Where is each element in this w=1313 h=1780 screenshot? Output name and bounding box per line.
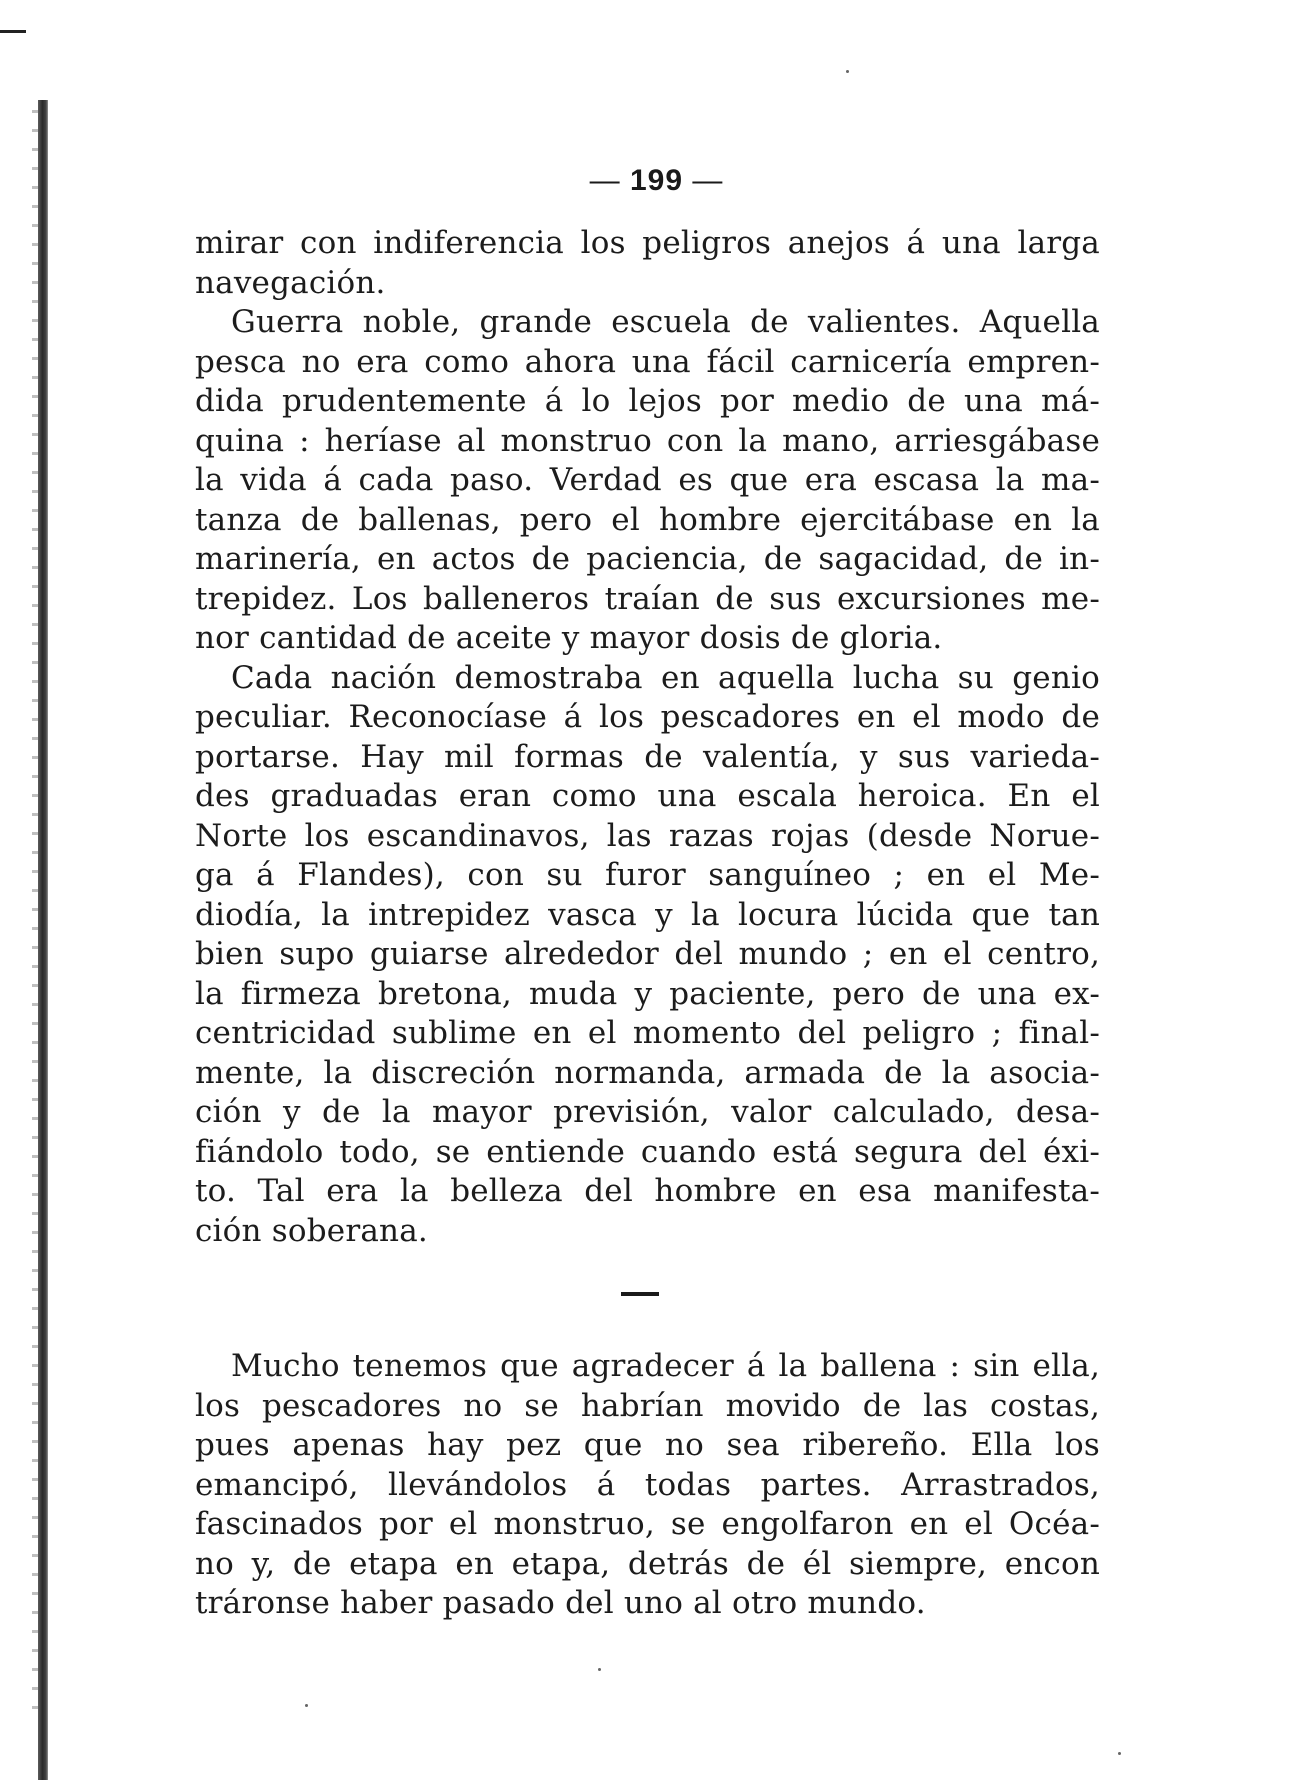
page-number-dash-right: —	[692, 164, 724, 197]
section-break-rule	[621, 1292, 659, 1296]
text-line: ción soberana.	[195, 1212, 428, 1249]
book-gutter	[0, 0, 60, 1780]
text-line: Mucho tenemos que agradecer á la ballena : sin ella,	[231, 1348, 1100, 1384]
text-line: mente, la discreción normanda, armada de la asocia-	[195, 1054, 1100, 1091]
text-line: ción y de la mayor previsión, valor calculado, desa-	[195, 1094, 1100, 1130]
text-line: centricidad sublime en el momento del peligro ; final-	[195, 1015, 1100, 1051]
text-line: diodía, la intrepidez vasca y la locura lúcida que tan	[195, 896, 1100, 933]
scan-speck	[1118, 1752, 1121, 1755]
text-line: portarse. Hay mil formas de valentía, y sus varieda-	[195, 738, 1100, 775]
page-number-dash-left: —	[589, 164, 621, 197]
text-line: quina : heríase al monstruo con la mano, arriesgábase	[195, 422, 1100, 459]
text-line: bien supo guiarse alrededor del mundo ; en el centro,	[195, 936, 1100, 972]
text-line: Cada nación demostraba en aquella lucha su genio	[231, 659, 1100, 696]
binding-texture	[32, 110, 38, 1710]
text-line: Norte los escandinavos, las razas rojas (desde Norue-	[195, 817, 1100, 854]
text-line: des graduadas eran como una escala heroica. En el	[195, 778, 1100, 814]
text-line: to. Tal era la belleza del hombre en esa manifesta-	[195, 1173, 1100, 1209]
text-line: fiándolo todo, se entiende cuando está segura del éxi-	[195, 1133, 1100, 1170]
text-line: pues apenas hay pez que no sea ribereño. Ella los	[195, 1427, 1100, 1463]
text-line: los pescadores no se habrían movido de las costas,	[195, 1387, 1100, 1424]
text-line: navegación.	[195, 264, 386, 301]
text-line: dida prudentemente á lo lejos por medio de una má-	[195, 383, 1100, 419]
scan-speck	[305, 1704, 308, 1707]
text-line: peculiar. Reconocíase á los pescadores en el modo de	[195, 699, 1100, 735]
closing-text-block	[195, 1347, 1100, 1624]
text-line: nor cantidad de aceite y mayor dosis de gloria.	[195, 620, 943, 656]
text-line: tanza de ballenas, pero el hombre ejercitábase en la	[195, 501, 1100, 538]
text-line: la firmeza bretona, muda y paciente, pero de una ex-	[195, 975, 1100, 1012]
text-line: pesca no era como ahora una fácil carnicería empren-	[195, 343, 1100, 380]
scan-speck	[598, 1668, 601, 1671]
text-line: trepidez. Los balleneros traían de sus excursiones me-	[195, 580, 1100, 617]
page-number: 199	[629, 164, 684, 197]
page-binding-shadow	[38, 100, 48, 1780]
text-line: marinería, en actos de paciencia, de sagacidad, de in-	[195, 541, 1100, 577]
scan-speck	[846, 70, 849, 73]
page-header	[0, 164, 1313, 198]
text-line: no y, de etapa en etapa, detrás de él siempre, encon	[195, 1545, 1100, 1582]
text-line: ga á Flandes), con su furor sanguíneo ; en el Me-	[195, 857, 1100, 893]
text-line: tráronse haber pasado del uno al otro mundo.	[195, 1585, 926, 1621]
main-text-block	[195, 224, 1100, 1251]
text-line: Guerra noble, grande escuela de valientes. Aquella	[231, 304, 1100, 340]
scan-mark	[0, 30, 26, 33]
text-line: fascinados por el monstruo, se engolfaron en el Océa-	[195, 1506, 1100, 1542]
text-line: la vida á cada paso. Verdad es que era escasa la ma-	[195, 462, 1100, 498]
text-line: emancipó, llevándolos á todas partes. Arrastrados,	[195, 1466, 1100, 1503]
text-line: mirar con indiferencia los peligros anejos á una larga	[195, 225, 1100, 261]
